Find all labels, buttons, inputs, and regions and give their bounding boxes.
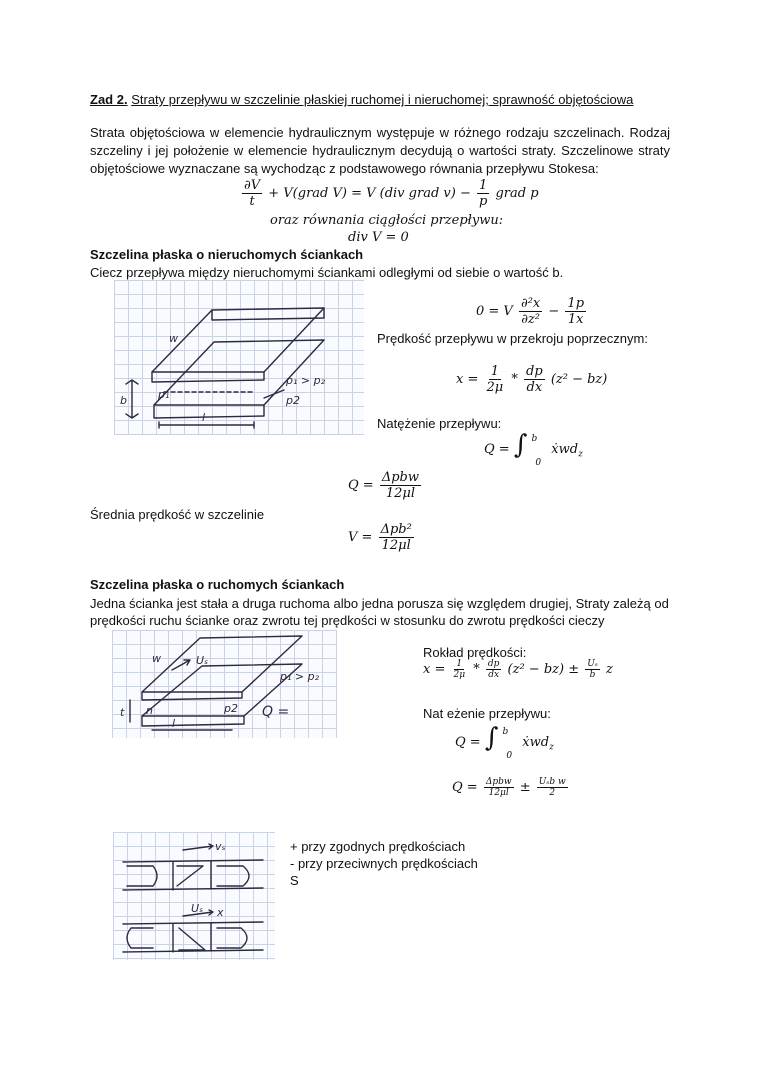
sketch-fixed-walls-drawing: [114, 280, 364, 435]
sketch1-b: b: [120, 394, 127, 407]
flow-integral-1: Q = ∫ $^b$ $_0$ ẋwd$_z$: [484, 430, 583, 468]
sketch2-t: t: [120, 706, 125, 719]
continuity-label: oraz równania ciągłości przepływu:: [270, 213, 504, 228]
navier-equation: 0 = V $\frac{\text{∂²x}}{\text{∂z²}}$ − $\frac{1p}{1x}$: [476, 296, 585, 327]
flow-integral-2: Q = ∫ $^b$ $_0$ ẋwd$_z$: [455, 723, 554, 761]
note-opposite-direction: - przy przeciwnych prędkościach: [290, 856, 478, 871]
sketch-fixed-walls: [114, 280, 364, 435]
sign-notes: [290, 838, 478, 889]
sketch1-p1-gt-p2: p₁ > p₂: [286, 374, 325, 387]
sketch2-n: n: [146, 704, 153, 717]
sketch-velocity-profiles-drawing: [113, 832, 275, 960]
flow-label-2: Nat eżenie przepływu:: [423, 706, 551, 721]
intro-paragraph: Strata objętościowa w elemencie hydraulicznym występuje w różnego rodzaju szczelinach. Rodzaj szczeliny i jej położenie w elemencie hydraulicznym decydują o wartości straty. Szczelinowe straty objętościowe wyznaczane są wychodząc z podstawowego równania przepływu Stokesa:: [90, 125, 670, 176]
stokes-equation: $\frac{\partial V}{t}$ + V(grad V) = V (div grad v) − $\frac{1}{p}$ grad p: [244, 178, 539, 209]
flow-result-2: Q = $\frac{\text{Δpbw}}{12\mu l}$ ± $\frac{\text{Uₛb w}}{2}$: [452, 777, 566, 798]
sketch-moving-walls: [112, 630, 337, 738]
sketch2-w: w: [152, 652, 161, 665]
sketch1-p2: p2: [286, 394, 300, 407]
note-s: S: [290, 873, 299, 888]
section1-desc: Ciecz przepływa między nieruchomymi ściankami odległymi od siebie o wartość b.: [90, 265, 564, 280]
continuity-equation: div V = 0: [348, 230, 409, 245]
note-same-direction: + przy zgodnych prędkościach: [290, 839, 466, 854]
heading: [90, 92, 633, 107]
sketch2-q: Q =: [262, 704, 290, 720]
sketch3-vs-top: vₛ: [215, 840, 226, 853]
flow-result-1: Q = $\frac{\text{Δpbw}}{12\mu l}$: [348, 470, 419, 501]
sketch2-p2: p2: [224, 702, 238, 715]
sketch3-x: x: [217, 906, 224, 919]
avg-velocity-label: Średnia prędkość w szczelinie: [90, 507, 265, 522]
sketch3-us-bottom: Uₛ: [191, 902, 204, 915]
sketch2-p1-gt-p2: p₁ > p₂: [280, 670, 319, 683]
distribution-equation: x = $\frac{1}{2\mu}$ * $\frac{dp}{dx}$ (z² − bz) ± $\frac{\text{Uₛ}}{b}$ z: [423, 659, 613, 680]
sketch2-l: l: [172, 717, 176, 730]
velocity-label: Prędkość przepływu w przekroju poprzecznym:: [377, 331, 648, 346]
section2-title: Szczelina płaska o ruchomych ściankach: [90, 577, 345, 592]
sketch-velocity-profiles: [113, 832, 275, 960]
sketch1-p1: p₁: [158, 388, 170, 401]
section1-title: Szczelina płaska o nieruchomych ściankach: [90, 247, 364, 262]
heading-prefix: Zad 2.: [90, 92, 128, 107]
flow-label-1: Natężenie przepływu:: [377, 416, 502, 431]
sketch1-w: w: [169, 332, 178, 345]
velocity-equation: x = $\frac{1}{2\mu}$ * $\frac{dp}{dx}$ (z² − bz): [456, 364, 608, 395]
avg-velocity-equation: V = $\frac{\text{Δpb²}}{12\mu l}$: [348, 522, 412, 553]
sketch2-us: Uₛ: [196, 654, 209, 667]
sketch1-l: l: [202, 411, 206, 424]
section2-desc: Jedna ścianka jest stała a druga ruchoma albo jedna porusza się względem drugiej, Straty zależą od prędkości ruchu ścianke oraz zwrotu tej prędkości w stosunku do zwrotu prędkości cieczy: [90, 596, 669, 628]
heading-title: Straty przepływu w szczelinie płaskiej ruchomej i nieruchomej; sprawność objętościowa: [131, 92, 634, 107]
sketch-moving-walls-drawing: [112, 630, 337, 738]
distribution-label: Rokład prędkości:: [423, 645, 527, 660]
